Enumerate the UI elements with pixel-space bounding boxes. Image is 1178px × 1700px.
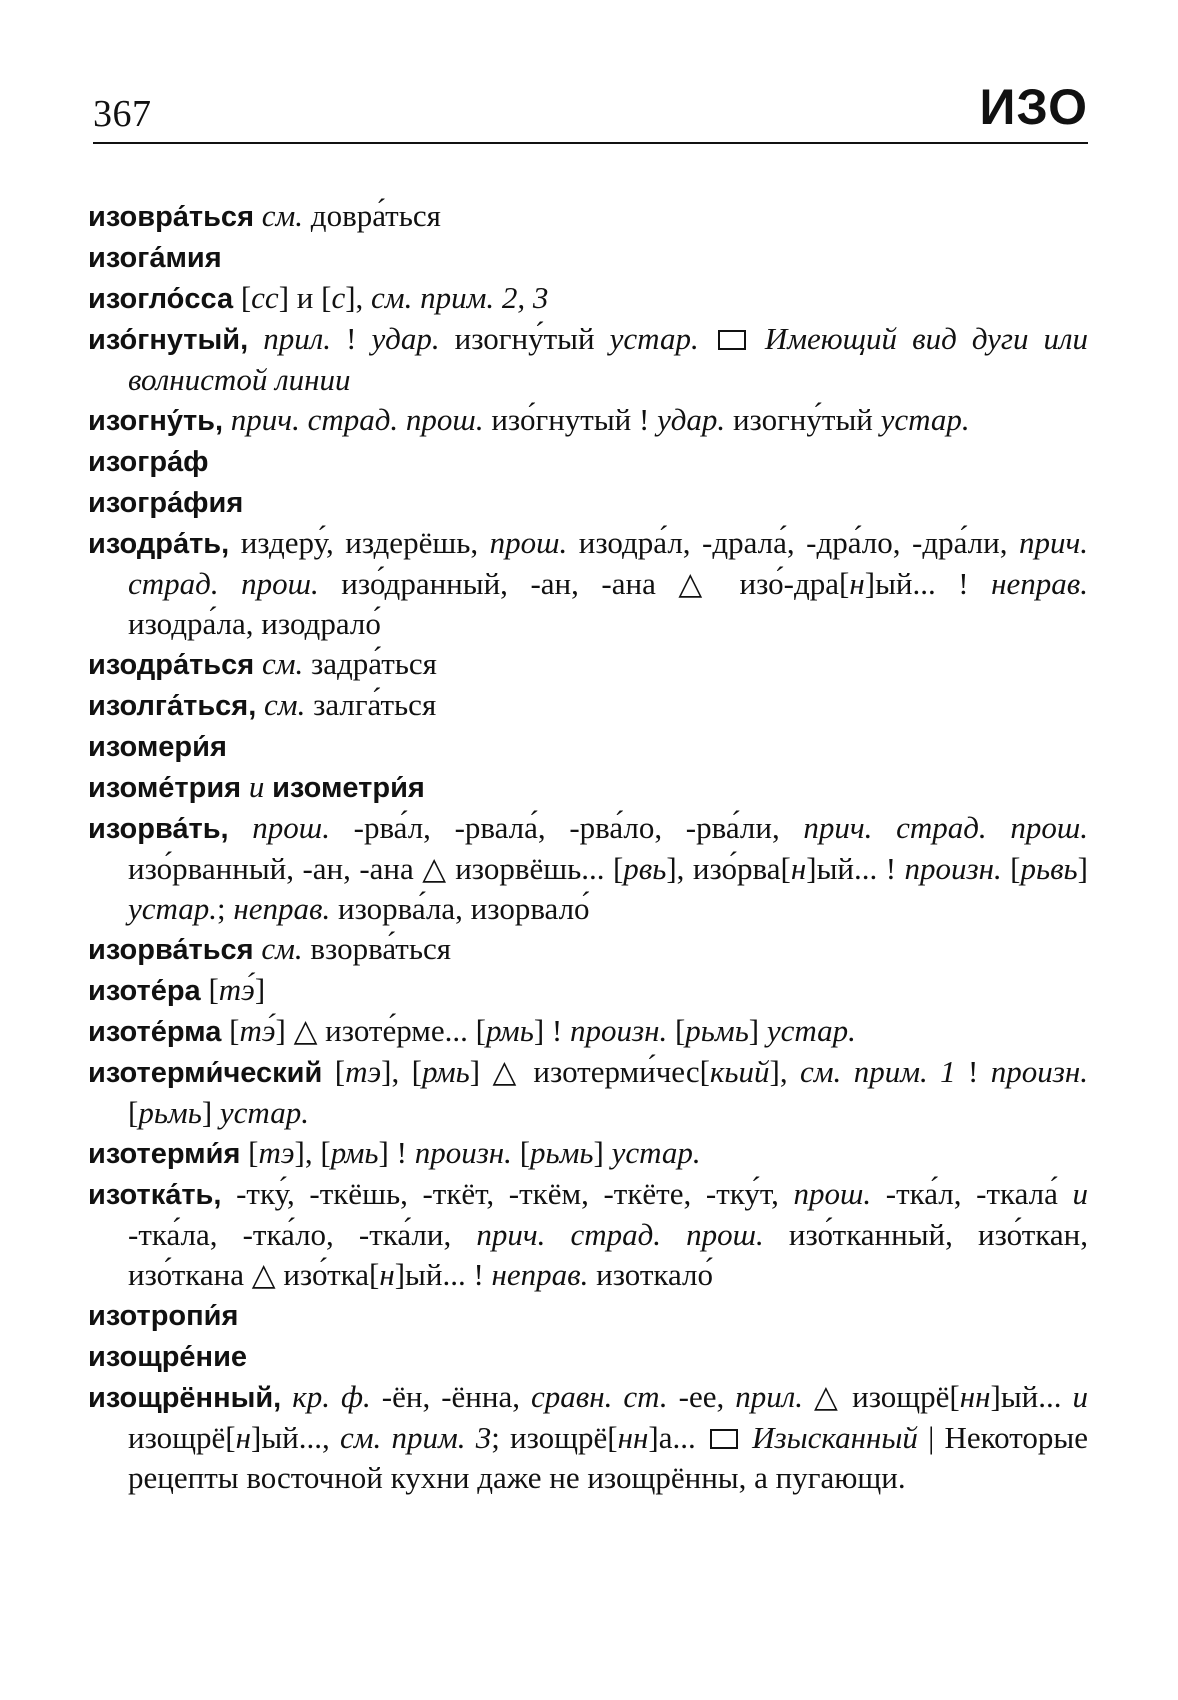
- entry-text: [223, 402, 231, 437]
- entry-text: изодра́л, -драла́, -дра́ло, -дра́ли,: [567, 525, 1019, 560]
- italic-label: рьмь: [530, 1135, 594, 1170]
- entry-text: изорва́ла, изорвало́: [330, 891, 590, 926]
- entry-text: ]ый...,: [251, 1420, 340, 1455]
- dictionary-entries: [88, 196, 1088, 1498]
- header-rule: [93, 142, 1088, 144]
- italic-label: прош.: [793, 1176, 872, 1211]
- italic-label: сравн. ст.: [531, 1379, 668, 1414]
- headword: изодра́ться: [88, 649, 255, 681]
- headword: изощре́ние: [88, 1341, 248, 1373]
- italic-label: устар.: [611, 1135, 701, 1170]
- italic-label: рьмь: [685, 1013, 749, 1048]
- dictionary-entry: [88, 685, 1088, 726]
- page-number: 367: [93, 93, 152, 135]
- entry-text: изогну́тый: [439, 321, 610, 356]
- entry-text: изогну́тый: [725, 402, 881, 437]
- dictionary-entry: [88, 1377, 1088, 1498]
- italic-label: и: [1072, 1176, 1089, 1211]
- entry-text: ]ый... !: [864, 566, 992, 601]
- entry-text: ]: [201, 1095, 220, 1130]
- headword: изотропи́я: [88, 1300, 239, 1332]
- italic-label: Изысканный: [752, 1420, 918, 1455]
- entry-text: ] !: [378, 1135, 415, 1170]
- headword: изоте́рма: [88, 1016, 222, 1048]
- italic-label: устар.: [766, 1013, 856, 1048]
- headword: изо́гнутый,: [88, 324, 249, 356]
- entry-text: [256, 687, 264, 722]
- entry-text: ] △ изотерми́чес[: [469, 1054, 710, 1089]
- italic-label: н: [379, 1257, 395, 1292]
- italic-label: тэ: [258, 1135, 295, 1170]
- entry-text: издеру́, издерёшь,: [229, 525, 490, 560]
- definition-box-icon: [718, 330, 746, 350]
- italic-label: сс: [251, 280, 279, 315]
- italic-label: тэ́: [239, 1013, 276, 1048]
- entry-text: [: [128, 1095, 139, 1130]
- entry-text: -тка́л, -ткала́: [871, 1176, 1073, 1211]
- running-head: ИЗО: [979, 79, 1088, 135]
- dictionary-entry: [88, 196, 1088, 237]
- dictionary-entry: [88, 970, 1088, 1011]
- italic-label: рвь: [623, 851, 667, 886]
- entry-text: залга́ться: [305, 687, 437, 722]
- headword: изощрённый,: [88, 1382, 282, 1414]
- entry-text: ]: [593, 1135, 612, 1170]
- entry-text: ;: [217, 891, 234, 926]
- entry-text: ], [: [294, 1135, 331, 1170]
- entry-text: [: [322, 1054, 346, 1089]
- entry-text: ] △ изоте́рме... [: [275, 1013, 486, 1048]
- headword: изомери́я: [88, 731, 227, 763]
- entry-text: [: [1001, 851, 1021, 886]
- italic-label: прош.: [252, 810, 330, 845]
- italic-label: устар.: [880, 402, 970, 437]
- entry-text: [: [240, 1135, 259, 1170]
- dictionary-entry: [88, 237, 1088, 278]
- dictionary-entry: [88, 278, 1088, 319]
- entry-text: [254, 198, 262, 233]
- headword: изоме́трия: [88, 772, 242, 804]
- headword: изогну́ть,: [88, 405, 224, 437]
- headword: изорва́ться: [88, 934, 254, 966]
- entry-text: ], [: [381, 1054, 422, 1089]
- entry-text: ] !: [533, 1013, 570, 1048]
- italic-label: произн.: [569, 1013, 668, 1048]
- dictionary-entry: [88, 319, 1088, 400]
- italic-label: неправ.: [991, 566, 1088, 601]
- entry-text: !: [331, 321, 372, 356]
- headword: изотка́ть,: [88, 1179, 222, 1211]
- italic-label: нн: [959, 1379, 991, 1414]
- entry-text: изо́тканный, изо́ткан, изо́ткана △ изо́тка[: [128, 1217, 1088, 1292]
- italic-label: неправ.: [491, 1257, 589, 1292]
- headword: изолга́ться,: [88, 690, 257, 722]
- italic-label: см.: [264, 687, 306, 722]
- headword: изотерми́ческий: [88, 1057, 323, 1089]
- page-header: [93, 78, 1088, 142]
- dictionary-entry: [88, 767, 1088, 808]
- entry-text: [750, 321, 765, 356]
- italic-label: устар.: [609, 321, 699, 356]
- italic-label: Имеющий вид дуги или волнистой линии: [128, 321, 1089, 397]
- italic-label: произн.: [990, 1054, 1088, 1089]
- italic-label: см.: [261, 646, 304, 681]
- entry-text: [: [200, 972, 219, 1007]
- entry-text: ]: [1077, 851, 1088, 886]
- entry-text: ], изо́рва[: [666, 851, 791, 886]
- italic-label: н: [849, 566, 865, 601]
- dictionary-entry: [88, 726, 1088, 767]
- italic-label: устар.: [128, 891, 218, 926]
- dictionary-entry: [88, 808, 1088, 929]
- italic-label: рмь: [485, 1013, 534, 1048]
- dictionary-entry: [88, 1295, 1088, 1336]
- italic-label: см. прим. 2, 3: [371, 280, 549, 315]
- entry-text: △ изощрё[: [803, 1379, 960, 1414]
- entry-text: ]ый...: [990, 1379, 1073, 1414]
- headword: изогло́сса: [88, 283, 234, 315]
- italic-label: устар.: [219, 1095, 309, 1130]
- entry-text: [281, 1379, 292, 1414]
- italic-label: прич. страд. прош.: [803, 810, 1088, 845]
- italic-label: кьий: [709, 1054, 770, 1089]
- entry-text: ]: [254, 972, 266, 1007]
- entry-text: изодра́ла, изодрало́: [128, 606, 381, 641]
- entry-text: изощрё[: [128, 1420, 236, 1455]
- entry-text: изо́дранный, -ан, -ана △ изо́-дра[: [318, 566, 850, 601]
- definition-box-icon: [710, 1429, 738, 1449]
- italic-label: рмь: [421, 1054, 470, 1089]
- entry-text: ]ый... !: [806, 851, 905, 886]
- entry-text: ] и [: [278, 280, 332, 315]
- entry-text: ],: [345, 280, 372, 315]
- entry-text: [: [511, 1135, 531, 1170]
- headword: изометри́я: [272, 772, 425, 804]
- dictionary-entry: [88, 1011, 1088, 1052]
- italic-label: рмь: [330, 1135, 379, 1170]
- entry-text: изоткало́: [588, 1257, 714, 1292]
- italic-label: рьмь: [138, 1095, 202, 1130]
- entry-text: ; изощрё[: [491, 1420, 618, 1455]
- italic-label: см.: [261, 931, 303, 966]
- entry-text: -ён, -ённа,: [370, 1379, 531, 1414]
- italic-label: произн.: [414, 1135, 512, 1170]
- italic-label: прич. страд. прош.: [230, 402, 484, 437]
- headword: изодра́ть,: [88, 528, 230, 560]
- entry-text: -тка́ла, -тка́ло, -тка́ли,: [128, 1217, 477, 1252]
- italic-label: н: [235, 1420, 251, 1455]
- dictionary-entry: [88, 929, 1088, 970]
- dictionary-entry: [88, 441, 1088, 482]
- entry-text: -ее,: [667, 1379, 736, 1414]
- italic-label: неправ.: [233, 891, 331, 926]
- entry-text: [254, 646, 262, 681]
- headword: изоте́ра: [88, 975, 201, 1007]
- dictionary-entry: [88, 482, 1088, 523]
- entry-text: ]а...: [648, 1420, 706, 1455]
- entry-text: -рва́л, -рвала́, -рва́ло, -рва́ли,: [329, 810, 804, 845]
- entry-text: [264, 769, 272, 804]
- italic-label: прич. страд. прош.: [476, 1217, 764, 1252]
- headword: изогра́ф: [88, 446, 209, 478]
- italic-label: кр. ф.: [292, 1379, 371, 1414]
- headword: изорва́ть,: [88, 813, 229, 845]
- dictionary-entry: [88, 1336, 1088, 1377]
- italic-label: см.: [261, 198, 304, 233]
- dictionary-entry: [88, 400, 1088, 441]
- italic-label: прич. страд. прош.: [128, 525, 1088, 601]
- entry-text: [699, 321, 714, 356]
- entry-text: [241, 769, 249, 804]
- dictionary-entry: [88, 1052, 1088, 1133]
- headword: изовра́ться: [88, 201, 254, 233]
- italic-label: и: [1072, 1379, 1089, 1414]
- dictionary-entry: [88, 1174, 1088, 1295]
- entry-text: [: [667, 1013, 686, 1048]
- entry-text: довра́ться: [303, 198, 441, 233]
- italic-label: произн.: [904, 851, 1002, 886]
- entry-text: [248, 321, 263, 356]
- italic-label: нн: [617, 1420, 649, 1455]
- italic-label: тэ́: [218, 972, 255, 1007]
- headword: изотерми́я: [88, 1138, 241, 1170]
- entry-text: [742, 1420, 752, 1455]
- entry-text: -тку́, -ткёшь, -ткёт, -ткём, -ткёте, -тку́т,: [221, 1176, 794, 1211]
- entry-text: изо́рванный, -ан, -ана △ изорвёшь... [: [128, 851, 624, 886]
- italic-label: прош.: [489, 525, 568, 560]
- italic-label: с: [331, 280, 346, 315]
- dictionary-entry: [88, 523, 1088, 644]
- italic-label: см. прим. 3: [339, 1420, 492, 1455]
- italic-label: и: [248, 769, 265, 804]
- italic-label: см. прим. 1: [800, 1054, 956, 1089]
- headword: изога́мия: [88, 242, 222, 274]
- italic-label: удар.: [371, 321, 440, 356]
- entry-text: [: [233, 280, 252, 315]
- entry-text: [: [221, 1013, 240, 1048]
- italic-label: прил.: [735, 1379, 804, 1414]
- entry-text: ]: [748, 1013, 767, 1048]
- dictionary-entry: [88, 1133, 1088, 1174]
- italic-label: рьвь: [1020, 851, 1078, 886]
- italic-label: тэ: [345, 1054, 382, 1089]
- entry-text: ],: [769, 1054, 800, 1089]
- dictionary-entry: [88, 644, 1088, 685]
- italic-label: удар.: [657, 402, 726, 437]
- italic-label: прил.: [263, 321, 332, 356]
- entry-text: !: [955, 1054, 991, 1089]
- headword: изогра́фия: [88, 487, 244, 519]
- entry-text: ]ый... !: [394, 1257, 492, 1292]
- entry-text: задра́ться: [303, 646, 437, 681]
- entry-text: взорва́ться: [302, 931, 451, 966]
- entry-text: изо́гнутый !: [483, 402, 658, 437]
- entry-text: | Некоторые рецепты восточной кухни даже не изощрённы, а пугающи.: [128, 1420, 1088, 1495]
- entry-text: [229, 810, 253, 845]
- italic-label: н: [790, 851, 807, 886]
